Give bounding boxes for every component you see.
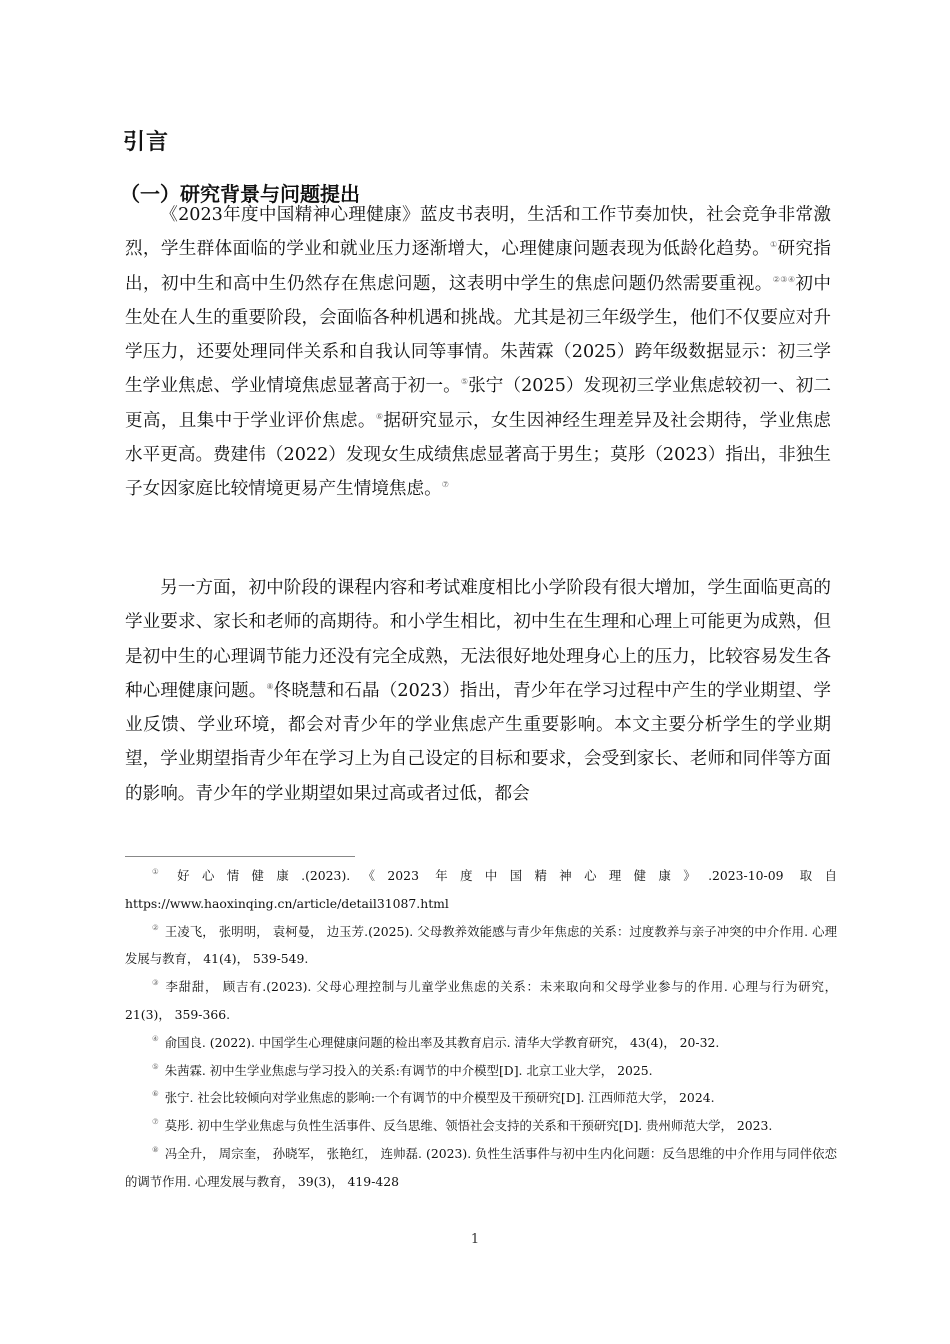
footnote-ref[interactable]: ②③④ bbox=[772, 274, 796, 284]
footnote-ref[interactable]: ⑤ bbox=[460, 377, 469, 387]
footnote-mark: ② bbox=[152, 922, 159, 932]
subsection-heading: （一）研究背景与问题提出 bbox=[120, 182, 360, 206]
footnote-mark: ⑥ bbox=[152, 1089, 159, 1099]
footnote-text: 李甜甜， 顾吉有.(2023). 父母心理控制与儿童学业焦虑的关系：未来取向和父母学业参与的作用. 心理与行为研究， 21(3)， 359-366. bbox=[125, 979, 837, 1022]
footnote-mark: ⑤ bbox=[152, 1061, 159, 1071]
footnote-mark: ⑧ bbox=[152, 1144, 159, 1154]
sentence: 另一方面，初中阶段的课程内容和考试难度相比小学阶段有很大增加，学生面临更高的学业要求、家长和老师的高期待。和小学生相比，初中生在生理和心理上可能更为成熟，但是初中生的心理调节能力还没有完全成熟，无法很好地处理身心上的压力，比较容易发生各种心理健康问题。 bbox=[125, 578, 831, 701]
page-number: 1 bbox=[470, 1232, 480, 1247]
footnote-item bbox=[125, 918, 837, 974]
sentence: 研究指出，初中生和高中生仍然存在焦虑问题，这表明中学生的焦虑问题仍然需要重视。 bbox=[125, 239, 831, 294]
footnote-item bbox=[125, 1057, 837, 1085]
footnote-ref[interactable]: ① bbox=[770, 240, 778, 250]
sentence: 初中生处在人生的重要阶段，会面临各种机遇和挑战。尤其是初三年级学生，他们不仅要应对升学压力，还要处理同伴关系和自我认同等事情。朱茜霖（2025）跨年级数据显示：初三学生学业焦虑、学业情境焦虑显著高于初一。 bbox=[125, 273, 831, 397]
section-heading: 引言 bbox=[123, 130, 170, 155]
footnote-mark: ③ bbox=[152, 978, 160, 988]
footnote-item bbox=[125, 1029, 837, 1057]
footnote-item bbox=[125, 862, 837, 918]
footnote-text: 好心情健康.(2023).《2023 年度中国精神心理健康》.2023-10-09 取自 https://www.haoxinqing.cn/article/detail31087.html bbox=[125, 868, 837, 911]
sentence: 张宁（2025）发现初三学业焦虑较初一、初二更高，且集中于学业评价焦虑。 bbox=[125, 376, 832, 431]
footnote-divider bbox=[125, 856, 355, 857]
footnote-text: 冯全升， 周宗奎， 孙晓军， 张艳红， 连帅磊. (2023). 负性生活事件与初中生内化问题：反刍思维的中介作用与同伴依恋的调节作用. 心理发展与教育， 39(3)， 419-428 bbox=[125, 1145, 837, 1189]
footnote-item bbox=[125, 1084, 837, 1112]
footnote-ref[interactable]: ⑥ bbox=[375, 411, 384, 421]
footnote-text: 朱茜霖. 初中生学业焦虑与学习投入的关系:有调节的中介模型[D]. 北京工业大学， 2025. bbox=[164, 1062, 653, 1078]
footnote-mark: ① bbox=[152, 867, 172, 876]
sentence: 《2023年度中国精神心理健康》蓝皮书表明，生活和工作节奏加快，社会竞争非常激烈，学生群体面临的学业和就业压力逐渐增大，心理健康问题表现为低龄化趋势。 bbox=[125, 205, 831, 260]
body-paragraph-1 bbox=[125, 198, 831, 507]
footnote-text: 王凌飞， 张明明， 袁柯曼， 边玉芳.(2025). 父母教养效能感与青少年焦虑的关系：过度教养与亲子冲突的中介作用. 心理发展与教育， 41(4)， 539-549. bbox=[125, 923, 837, 967]
footnote-text: 莫彤. 初中生学业焦虑与负性生活事件、反刍思维、领悟社会支持的关系和干预研究[D]. 贵州师范大学， 2023. bbox=[164, 1118, 773, 1134]
footnote-ref[interactable]: ⑧ bbox=[266, 681, 274, 691]
footnote-item bbox=[125, 1140, 837, 1196]
footnote-list bbox=[125, 862, 837, 1196]
footnote-mark: ④ bbox=[152, 1033, 159, 1043]
sentence: 据研究显示，女生因神经生理差异及社会期待，学业焦虑水平更高。费建伟（2022）发现女生成绩焦虑显著高于男生；莫彤（2023）指出，非独生子女因家庭比较情境更易产生情境焦虑。 bbox=[125, 410, 831, 500]
footnote-text: 俞国良. (2022). 中国学生心理健康问题的检出率及其教育启示. 清华大学教育研究， 43(4)， 20-32. bbox=[164, 1034, 720, 1050]
footnote-mark: ⑦ bbox=[152, 1117, 159, 1127]
footnote-item bbox=[125, 1112, 837, 1140]
footnote-item bbox=[125, 973, 837, 1029]
sentence: 佟晓慧和石晶（2023）指出，青少年在学习过程中产生的学业期望、学业反馈、学业环境，都会对青少年的学业焦虑产生重要影响。本文主要分析学生的学业期望，学业期望指青少年在学习上为自己设定的目标和要求，会受到家长、老师和同伴等方面的影响。青少年的学业期望如果过高或者过低，都会 bbox=[125, 680, 832, 804]
body-paragraph-2 bbox=[125, 571, 831, 811]
footnote-text: 张宁. 社会比较倾向对学业焦虑的影响:一个有调节的中介模型及干预研究[D]. 江西师范大学， 2024. bbox=[164, 1090, 715, 1106]
footnote-ref[interactable]: ⑦ bbox=[441, 480, 449, 490]
